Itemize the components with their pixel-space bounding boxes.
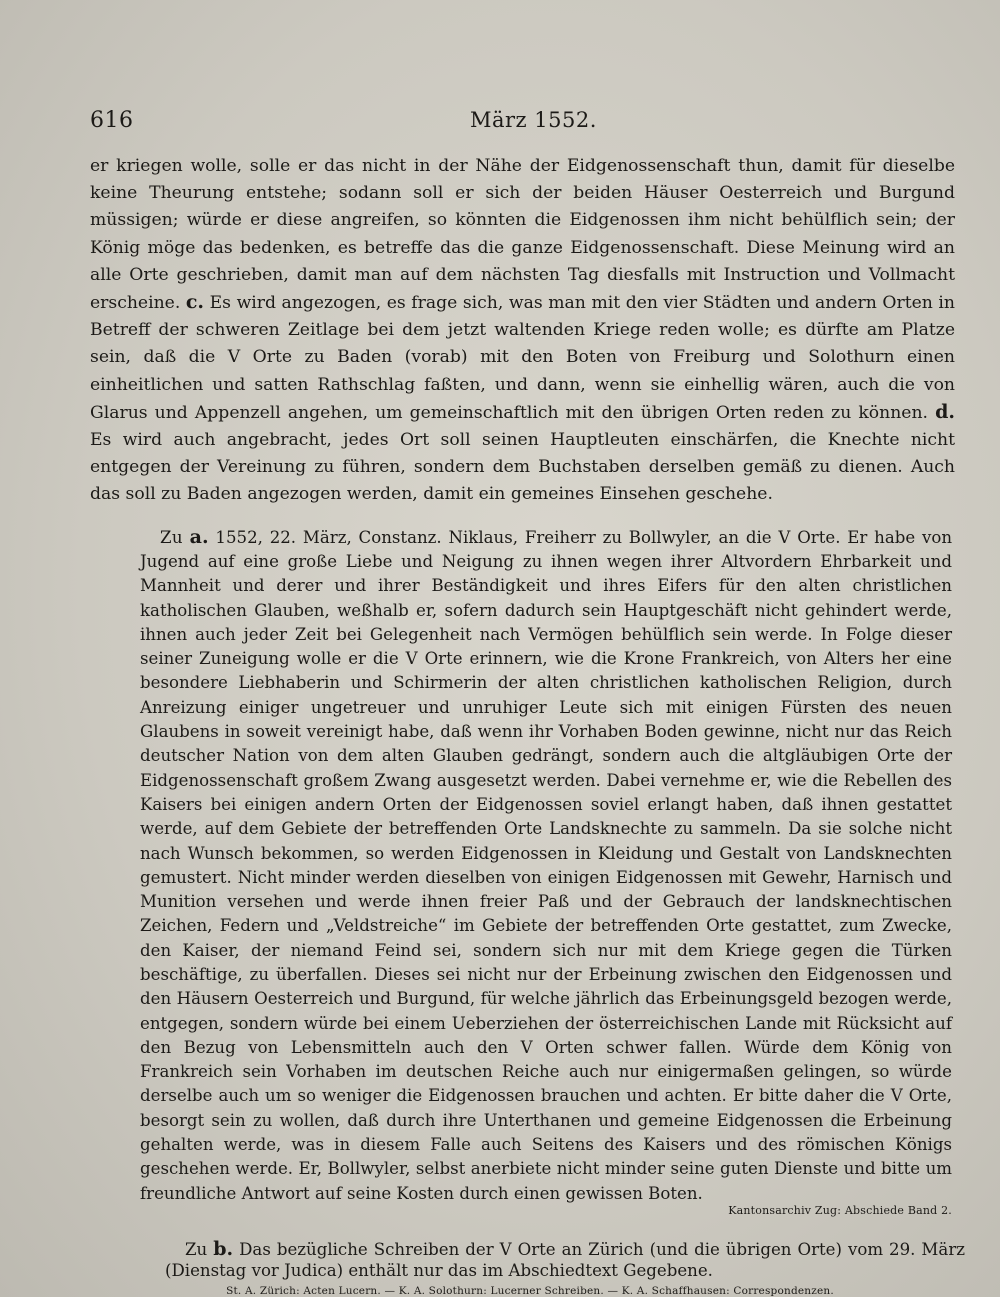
note-a-paragraph	[140, 525, 952, 1206]
note-a-source: Kantonsarchiv Zug: Abschiede Band 2.	[728, 1203, 952, 1217]
note-b-text: Das bezügliche Schreiben der V Orte an Zürich (und die übrigen Orte) vom 29. März (Dienstag vor Judica) enthält nur das im Abschiedtext Gegebene.	[165, 1239, 965, 1280]
section-marker-d: d.	[935, 400, 955, 423]
note-a-marker: a.	[189, 525, 209, 548]
note-b-lead-in: Zu	[185, 1239, 208, 1259]
main-text-part-2: Es wird angezogen, es frage sich, was man mit den vier Städten und andern Orten in Betreff der schweren Zeitlage bei dem jetzt waltenden Kriege reden wolle; es dürfte am Platze sein, daß die V Orte zu Baden (vorab) mit den Boten von Freiburg und Solothurn einen einheitlichen und satten Rathschlag faßten, und dann, wenn sie einhellig wären, auch die von Glarus und Appenzell angehen, um gemeinschaftlich mit den übrigen Orten reden zu können.	[90, 293, 956, 423]
main-text-part-3: Es wird auch angebracht, jedes Ort soll seinen Hauptleuten einschärfen, die Knechte nicht entgegen der Vereinung zu führen, sondern dem Buchstaben derselben gemäß zu dienen. Auch das soll zu Baden angezogen werden, damit ein gemeines Einsehen geschehe.	[90, 430, 955, 505]
main-text-part-1: er kriegen wolle, solle er das nicht in der Nähe der Eidgenossenschaft thun, damit für dieselbe keine Theurung entstehe; sodann soll er sich der beiden Häuser Oesterreich und Burgund müssigen; würde er diese angreifen, so könnten die Eidgenossen ihm nicht behülflich sein; der König möge das bedenken, es betreffe das die ganze Eidgenossenschaft. Diese Meinung wird an alle Orte geschrieben, damit man auf dem nächsten Tag diesfalls mit Instruction und Vollmacht erscheine.	[90, 156, 955, 314]
note-b-paragraph	[165, 1239, 965, 1281]
note-b-source: St. A. Zürich: Acten Lucern. — K. A. Solothurn: Lucerner Schreiben. — K. A. Schaffhausen: Correspondenzen.	[226, 1284, 834, 1297]
page-number: 616	[90, 108, 134, 133]
page-header	[90, 108, 930, 133]
note-a-lead-in: Zu	[160, 527, 183, 547]
running-head: März 1552.	[470, 108, 597, 132]
main-paragraph	[90, 153, 955, 509]
note-b-marker: b.	[213, 1237, 234, 1260]
section-marker-c: c.	[185, 291, 205, 314]
note-a-text: 1552, 22. März, Constanz. Niklaus, Freiherr zu Bollwyler, an die V Orte. Er habe von Jugend auf eine große Liebe und Neigung zu ihnen wegen ihrer Altvordern Ehrbarkeit und Mannheit und derer und ihrer Beständigkeit und ihres Eifers für den alten christlichen katholischen Glauben, weßhalb er, sofern dadurch sein Hauptgeschäft nicht gehindert werde, ihnen auch jeder Zeit bei Gelegenheit nach Vermögen behülflich sein werde. In Folge dieser seiner Zuneigung wolle er die V Orte erinnern, wie die Krone Frankreich, von Alters her eine besondere Liebhaberin und Schirmerin der alten christlichen katholischen Religion, durch Anreizung einiger ungetreuer und unruhiger Leute sich mit einigen Fürsten des neuen Glaubens in soweit vereinigt habe, daß wenn ihr Vorhaben Boden gewinne, nicht nur das Reich deutscher Nation von dem alten Glauben gedrängt, sondern auch die altgläubigen Orte der Eidgenossenschaft großem Zwang ausgesetzt werden. Dabei vernehme er, wie die Rebellen des Kaisers bei einigen andern Orten der Eidgenossen soviel erlangt haben, daß ihnen gestattet werde, auf dem Gebiete der betreffenden Orte Landsknechte zu sammeln. Da sie solche nicht nach Wunsch bekommen, so werden Eidgenossen in Kleidung und Gestalt von Landsknechten gemustert. Nicht minder werden dieselben von einigen Eidgenossen mit Gewehr, Harnisch und Munition versehen und werde ihnen freier Paß und der Gebrauch der landsknechtischen Zeichen, Federn und „Veldstreiche“ im Gebiete der betreffenden Orte gestattet, zum Zwecke, den Kaiser, der niemand Feind sei, sondern sich nur mit dem Kriege gegen die Türken beschäftige, zu überfallen. Dieses sei nicht nur der Erbeinung zwischen den Eidgenossen und den Häusern Oesterreich und Burgund, für welche jährlich das Erbeinungsgeld bezogen werde, entgegen, sondern würde bei einem Ueberziehen der österreichischen Lande mit Rücksicht auf den Bezug von Lebensmitteln auch den V Orten schwer fallen. Würde dem König von Frankreich sein Vorhaben im deutschen Reiche auch nur einigermaßen gelingen, so würde derselbe auch um so weniger die Eidgenossen brauchen und achten. Er bitte daher die V Orte, besorgt sein zu wollen, daß durch ihre Unterthanen und gemeine Eidgenossen die Erbeinung gehalten werde, was in diesem Falle auch Seitens des Kaisers und des römischen Königs geschehen werde. Er, Bollwyler, selbst anerbiete nicht minder seine guten Dienste und bitte um freundliche Antwort auf seine Kosten durch einen gewissen Boten.	[140, 527, 953, 1203]
